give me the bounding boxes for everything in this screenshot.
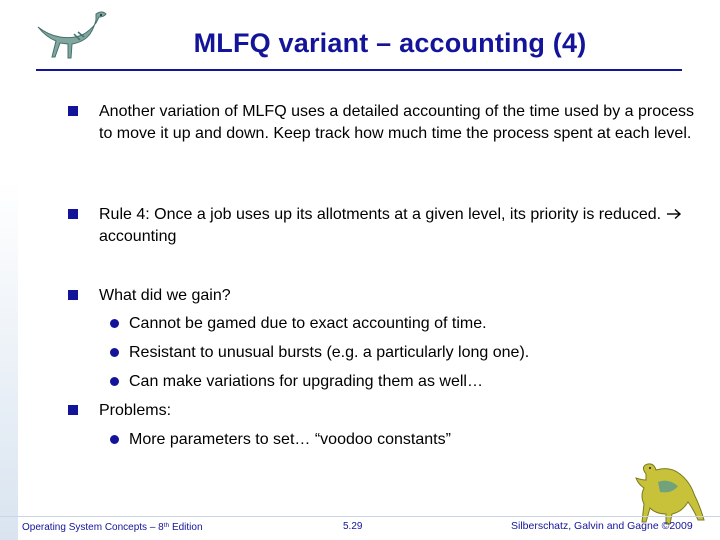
footer-book-title-text: Operating System Concepts – 8 <box>22 522 164 533</box>
subbullet-item <box>110 429 690 450</box>
square-bullet-icon <box>68 209 78 219</box>
footer-divider <box>0 516 720 517</box>
circle-bullet-icon <box>110 348 119 357</box>
subbullet-item <box>110 342 690 363</box>
square-bullet-icon <box>68 405 78 415</box>
bullet-item <box>68 285 708 307</box>
circle-bullet-icon <box>110 319 119 328</box>
subbullet-item <box>110 313 690 334</box>
right-arrow-icon <box>666 208 682 220</box>
subbullet-text: Cannot be gamed due to exact accounting of time. <box>129 315 487 332</box>
bullet-item <box>68 101 708 144</box>
bullet-item <box>68 204 708 247</box>
subbullet-text: Resistant to unusual bursts (e.g. a particularly long one). <box>129 344 530 361</box>
bullet-item <box>68 400 708 422</box>
bullet-text: Another variation of MLFQ uses a detailed accounting of the time used by a process to move it up and down. Keep track how much time the process spent at each level. <box>99 103 694 142</box>
footer-book-title <box>22 522 203 533</box>
bullet-text-part: accounting <box>99 227 177 245</box>
square-bullet-icon <box>68 290 78 300</box>
circle-bullet-icon <box>110 377 119 386</box>
footer-copyright: Silberschatz, Galvin and Gagne ©2009 <box>511 520 693 532</box>
circle-bullet-icon <box>110 435 119 444</box>
bullet-text: What did we gain? <box>99 287 231 304</box>
bullet-text-part: Rule 4: Once a job uses up its allotments at a given level, its priority is reduced. <box>99 206 662 223</box>
square-bullet-icon <box>68 106 78 116</box>
subbullet-text: Can make variations for upgrading them as well… <box>129 373 483 390</box>
footer-page-number: 5.29 <box>343 521 363 532</box>
subbullet-item <box>110 371 690 392</box>
footer-edition-text: Edition <box>169 522 203 533</box>
bullet-text <box>99 204 708 247</box>
slide-title: MLFQ variant – accounting (4) <box>193 28 587 58</box>
subbullet-text: More parameters to set… “voodoo constants” <box>129 431 451 448</box>
footer-superscript: th <box>163 522 170 529</box>
bullet-text: Problems: <box>99 402 172 419</box>
